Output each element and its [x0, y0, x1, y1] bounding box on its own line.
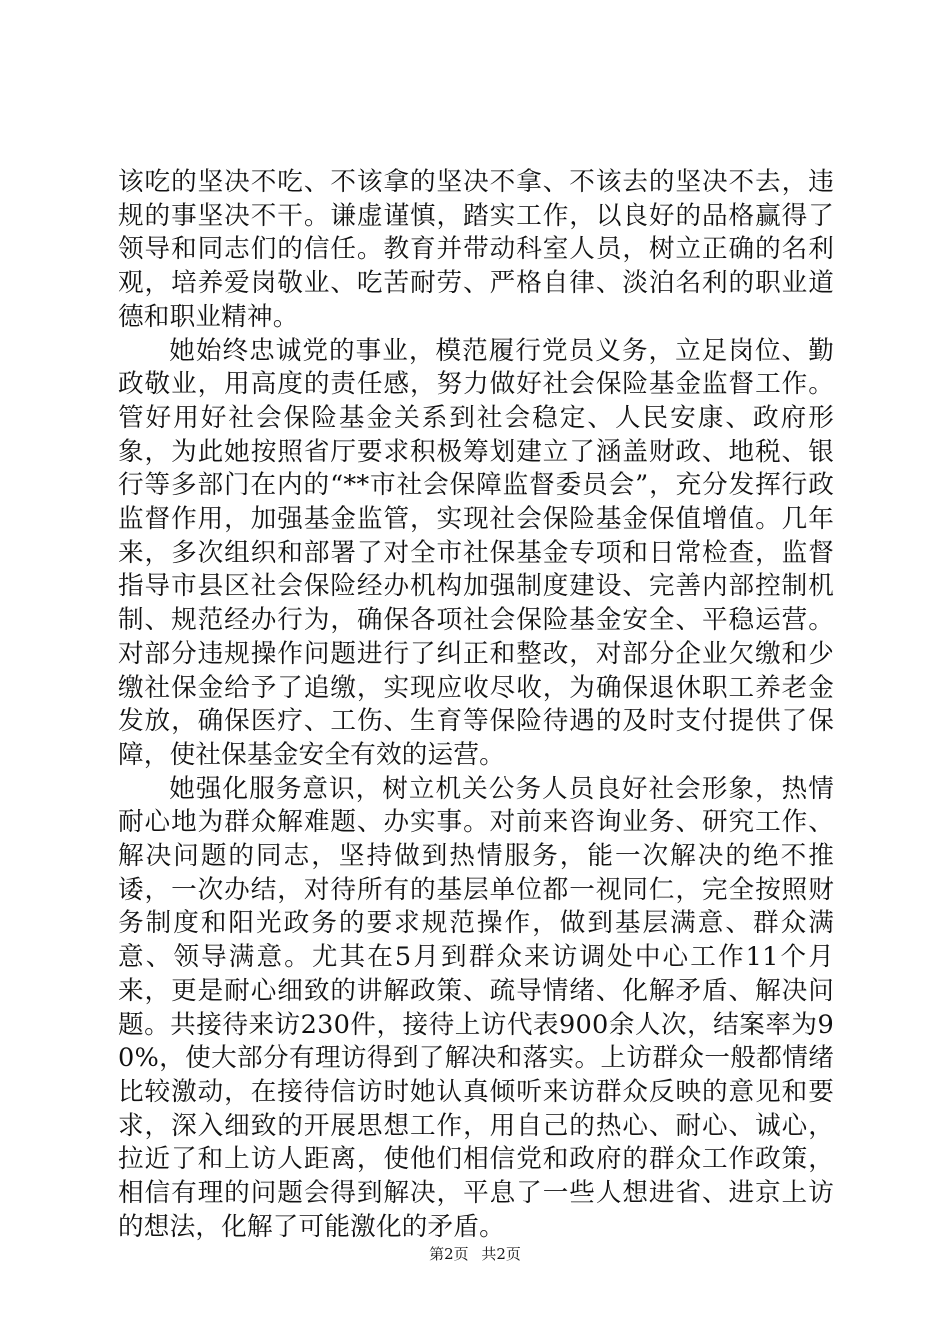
- page-number-total: 共2页: [481, 1245, 521, 1263]
- document-body: [118, 166, 834, 1245]
- paragraph-3: 她强化服务意识，树立机关公务人员良好社会形象，热情耐心地为群众解难题、办实事。对前来咨询业务、研究工作、解决问题的同志，坚持做到热情服务，能一次解决的绝不推诿，一次办结，对待所有的基层单位都一视同仁，完全按照财务制度和阳光政务的要求规范操作，做到基层满意、群众满意、领导满意。尤其在5月到群众来访调处中心工作11个月来，更是耐心细致的讲解政策、疏导情绪、化解矛盾、解决问题。共接待来访230件，接待上访代表900余人次，结案率为90%，使大部分有理访得到了解决和落实。上访群众一般都情绪比较激动，在接待信访时她认真倾听来访群众反映的意见和要求，深入细致的开展思想工作，用自己的热心、耐心、诚心，拉近了和上访人距离，使他们相信党和政府的群众工作政策，相信有理的问题会得到解决，平息了一些人想进省、进京上访的想法，化解了可能激化的矛盾。: [118, 773, 834, 1242]
- paragraph-1: 该吃的坚决不吃、不该拿的坚决不拿、不该去的坚决不去，违规的事坚决不干。谦虚谨慎，踏实工作，以良好的品格赢得了领导和同志们的信任。教育并带动科室人员，树立正确的名利观，培养爱岗敬业、吃苦耐劳、严格自律、淡泊名利的职业道德和职业精神。: [118, 167, 834, 332]
- page-footer: [0, 1244, 950, 1264]
- paragraph-2: 她始终忠诚党的事业，模范履行党员义务，立足岗位、勤政敬业，用高度的责任感，努力做好社会保险基金监督工作。管好用好社会保险基金关系到社会稳定、人民安康、政府形象，为此她按照省厅要求积极筹划建立了涵盖财政、地税、银行等多部门在内的“**市社会保障监督委员会”，充分发挥行政监督作用，加强基金监管，实现社会保险基金保值增值。几年来，多次组织和部署了对全市社保基金专项和日常检查，监督指导市县区社会保险经办机构加强制度建设、完善内部控制机制、规范经办行为，确保各项社会保险基金安全、平稳运营。对部分违规操作问题进行了纠正和整改，对部分企业欠缴和少缴社保金给予了追缴，实现应收尽收，为确保退休职工养老金发放，确保医疗、工伤、生育等保险待遇的及时支付提供了保障，使社保基金安全有效的运营。: [118, 335, 834, 770]
- page-number-current: 第2页: [429, 1245, 469, 1263]
